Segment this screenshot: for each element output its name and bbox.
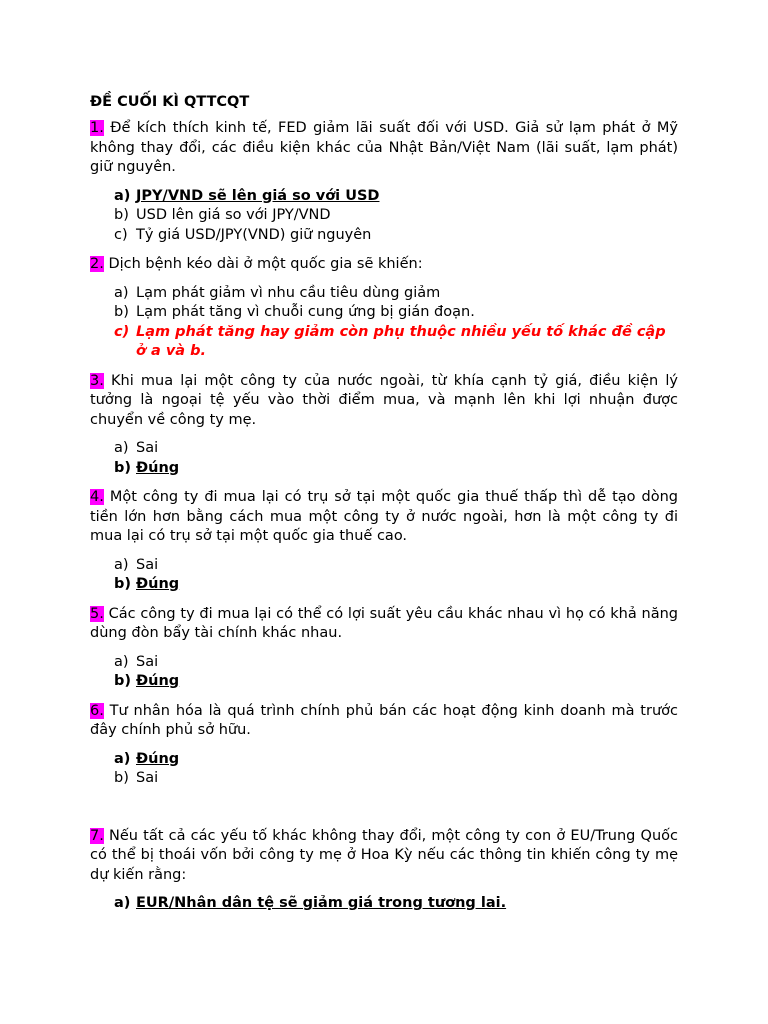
question-number: 1. bbox=[90, 120, 104, 136]
option bbox=[90, 556, 678, 576]
question-text: Để kích thích kinh tế, FED giảm lãi suất đối với USD. Giả sử lạm phát ở Mỹ không thay đổi, các điều kiện khác của Nhật Bản/Việt Nam (lãi suất, lạm phát) giữ nguyên. bbox=[90, 120, 678, 175]
question-text: Tư nhân hóa là quá trình chính phủ bán các hoạt động kinh doanh mà trước đây chính phủ sở hữu. bbox=[90, 702, 678, 738]
option-text: Sai bbox=[136, 653, 159, 670]
option-text: Đúng bbox=[136, 750, 180, 767]
question-text: Dịch bệnh kéo dài ở một quốc gia sẽ khiến: bbox=[103, 256, 423, 272]
option-label: c) bbox=[114, 323, 130, 340]
document-content bbox=[90, 92, 678, 924]
option-label: b) bbox=[114, 459, 132, 476]
option-text: Tỷ giá USD/JPY(VND) giữ nguyên bbox=[136, 226, 372, 243]
option-text: Sai bbox=[136, 556, 159, 573]
options-list bbox=[90, 653, 678, 692]
question-7 bbox=[90, 827, 678, 886]
option-text: USD lên giá so với JPY/VND bbox=[136, 207, 331, 223]
document-title: ĐỀ CUỐI KÌ QTTCQT bbox=[90, 94, 250, 110]
option-text: Lạm phát tăng vì chuỗi cung ứng bị gián đoạn. bbox=[136, 304, 475, 320]
option-label: a) bbox=[114, 440, 129, 456]
option-label: b) bbox=[114, 576, 132, 592]
question-number: 5. bbox=[90, 605, 104, 622]
question-number: 7. bbox=[90, 827, 104, 844]
options-list bbox=[90, 439, 678, 478]
option bbox=[90, 653, 678, 673]
question-6 bbox=[90, 702, 678, 741]
option-text: EUR/Nhân dân tệ sẽ giảm giá trong tương lai. bbox=[136, 895, 507, 911]
option-label: a) bbox=[114, 284, 129, 301]
option-correct bbox=[90, 672, 678, 692]
option-text: JPY/VND sẽ lên giá so với USD bbox=[136, 187, 380, 204]
option-correct bbox=[90, 750, 678, 770]
option-text: Lạm phát tăng hay giảm còn phụ thuộc nhiều yếu tố khác đề cập ở a và b. bbox=[136, 323, 666, 359]
option-correct bbox=[90, 187, 678, 207]
option-label: c) bbox=[114, 226, 128, 243]
option bbox=[90, 284, 678, 304]
blank-spacer bbox=[90, 799, 678, 827]
option-text: Đúng bbox=[136, 673, 180, 689]
option-correct bbox=[90, 459, 678, 479]
options-list bbox=[90, 187, 678, 246]
option-text: Sai bbox=[136, 770, 159, 786]
option bbox=[90, 439, 678, 459]
option-correct bbox=[90, 323, 678, 362]
question-text: Khi mua lại một công ty của nước ngoài, từ khía cạnh tỷ giá, điều kiện lý tưởng là ngoại tệ yếu vào thời điểm mua, và mạnh lên khi lợi nhuận được chuyển về công ty mẹ. bbox=[90, 372, 678, 428]
option bbox=[90, 206, 678, 226]
option-text: Lạm phát giảm vì nhu cầu tiêu dùng giảm bbox=[136, 284, 441, 301]
option-label: a) bbox=[114, 187, 131, 204]
options-list bbox=[90, 894, 678, 914]
question-text: Các công ty đi mua lại có thể có lợi suất yêu cầu khác nhau vì họ có khả năng dùng đòn bẩy tài chính khác nhau. bbox=[90, 605, 678, 641]
question-number: 2. bbox=[90, 256, 104, 272]
question-number: 6. bbox=[90, 702, 104, 719]
option bbox=[90, 303, 678, 323]
question-3 bbox=[90, 372, 678, 431]
question-1 bbox=[90, 119, 678, 178]
option-text: Sai bbox=[136, 440, 159, 456]
option-correct bbox=[90, 894, 678, 914]
question-5 bbox=[90, 605, 678, 644]
question-text: Một công ty đi mua lại có trụ sở tại một quốc gia thuế thấp thì dễ tạo dòng tiền lớn hơn bằng cách mua một công ty ở nước ngoài, hơn là một công ty đi mua lại có trụ sở tại một quốc gia thuế cao. bbox=[90, 489, 678, 544]
options-list bbox=[90, 750, 678, 789]
question-number: 3. bbox=[90, 372, 104, 389]
option-label: b) bbox=[114, 770, 129, 786]
option-label: a) bbox=[114, 750, 131, 767]
option-correct bbox=[90, 575, 678, 595]
option-label: a) bbox=[114, 556, 129, 573]
options-list bbox=[90, 556, 678, 595]
option bbox=[90, 226, 678, 246]
option-label: b) bbox=[114, 207, 129, 223]
option-label: b) bbox=[114, 304, 129, 320]
option-label: b) bbox=[114, 673, 132, 689]
question-4 bbox=[90, 488, 678, 547]
question-text: Nếu tất cả các yếu tố khác không thay đổi, một công ty con ở EU/Trung Quốc có thể bị thoái vốn bởi công ty mẹ ở Hoa Kỳ nếu các thông tin khiến công ty mẹ dự kiến rằng: bbox=[90, 827, 678, 883]
question-2 bbox=[90, 255, 678, 275]
option-label: a) bbox=[114, 895, 131, 911]
question-number: 4. bbox=[90, 489, 104, 505]
options-list bbox=[90, 284, 678, 362]
option-text: Đúng bbox=[136, 576, 180, 592]
option bbox=[90, 769, 678, 789]
option-text: Đúng bbox=[136, 459, 180, 476]
option-label: a) bbox=[114, 653, 129, 670]
